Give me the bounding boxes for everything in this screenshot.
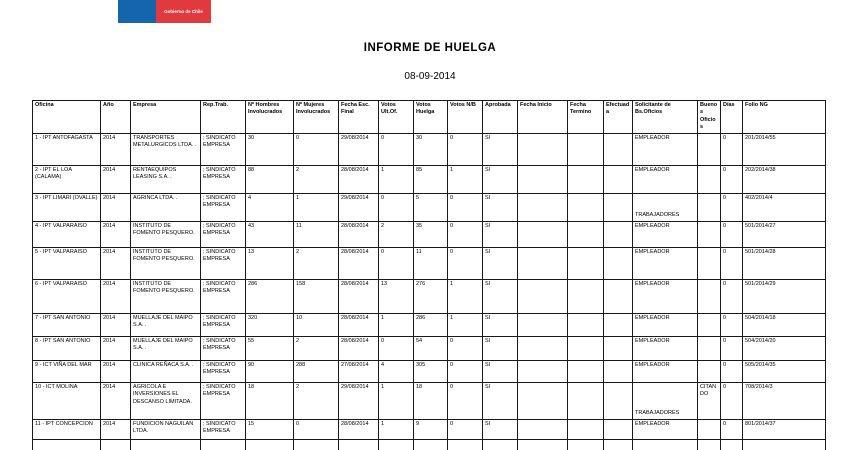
cell-efectuada xyxy=(604,279,633,313)
cell-votos_huelga xyxy=(414,439,448,450)
cell-buenos_oficios xyxy=(698,336,721,360)
cell-votos_nb: 1 xyxy=(448,279,483,313)
cell-votos_huelga: 30 xyxy=(414,133,448,165)
cell-fecha_esc_final: 28/08/2014 xyxy=(339,419,379,439)
cell-folio_ng: 202/2014/38 xyxy=(743,165,826,193)
cell-votos_ult_of: 1 xyxy=(379,313,414,336)
cell-folio_ng: 708/2014/3 xyxy=(743,382,826,419)
cell-mujeres: 0 xyxy=(294,133,339,165)
cell-efectuada xyxy=(604,313,633,336)
cell-votos_ult_of: 1 xyxy=(379,419,414,439)
cell-dias: 0 xyxy=(721,165,743,193)
cell-ano: 2014 xyxy=(101,247,131,279)
cell-ano xyxy=(101,439,131,450)
cell-efectuada xyxy=(604,419,633,439)
col-header-folio_ng: Folio NG xyxy=(743,101,826,134)
cell-folio_ng: 501/2014/28 xyxy=(743,247,826,279)
cell-fecha_termino xyxy=(568,133,604,165)
cell-fecha_esc_final: 28/08/2014 xyxy=(339,165,379,193)
cell-solicitante: EMPLEADOR xyxy=(633,279,698,313)
cell-votos_ult_of xyxy=(379,439,414,450)
cell-fecha_termino xyxy=(568,382,604,419)
cell-fecha_termino xyxy=(568,439,604,450)
col-header-fecha_esc_final: Fecha Esc. Final xyxy=(339,101,379,134)
cell-solicitante xyxy=(633,439,698,450)
cell-votos_nb xyxy=(448,439,483,450)
col-header-oficina: Oficina xyxy=(33,101,101,134)
table-row xyxy=(33,279,826,313)
cell-solicitante: EMPLEADOR xyxy=(633,360,698,382)
cell-fecha_inicio xyxy=(518,313,568,336)
cell-solicitante: EMPLEADOR xyxy=(633,419,698,439)
cell-dias: 0 xyxy=(721,382,743,419)
cell-buenos_oficios xyxy=(698,439,721,450)
cell-fecha_esc_final: 28/08/2014 xyxy=(339,247,379,279)
cell-ano: 2014 xyxy=(101,336,131,360)
cell-votos_nb: 0 xyxy=(448,221,483,247)
cell-fecha_esc_final: 29/08/2014 xyxy=(339,382,379,419)
cell-aprobada: SI xyxy=(483,360,518,382)
cell-aprobada: SI xyxy=(483,165,518,193)
cell-hombres: 43 xyxy=(246,221,294,247)
cell-rep_trab xyxy=(201,439,246,450)
cell-empresa: RENTAEQUIPOS LEASING S.A. . xyxy=(131,165,201,193)
cell-oficina: 10 - ICT MOLINA xyxy=(33,382,101,419)
cell-fecha_termino xyxy=(568,360,604,382)
cell-efectuada xyxy=(604,193,633,221)
cell-mujeres: 2 xyxy=(294,165,339,193)
table-row xyxy=(33,221,826,247)
cell-votos_ult_of: 0 xyxy=(379,247,414,279)
table-row xyxy=(33,313,826,336)
cell-aprobada: SI xyxy=(483,221,518,247)
cell-fecha_termino xyxy=(568,313,604,336)
cell-ano: 2014 xyxy=(101,221,131,247)
cell-votos_nb: 1 xyxy=(448,313,483,336)
cell-empresa: FUNDICION NAGUILAN LTDA. xyxy=(131,419,201,439)
cell-fecha_inicio xyxy=(518,193,568,221)
cell-hombres: 90 xyxy=(246,360,294,382)
cell-votos_nb: 1 xyxy=(448,165,483,193)
cell-fecha_inicio xyxy=(518,279,568,313)
cell-buenos_oficios xyxy=(698,165,721,193)
cell-efectuada xyxy=(604,336,633,360)
cell-fecha_esc_final: 29/08/2014 xyxy=(339,193,379,221)
cell-votos_ult_of: 2 xyxy=(379,221,414,247)
cell-empresa: MUELLAJE DEL MAIPO S.A. . xyxy=(131,336,201,360)
cell-aprobada: SI xyxy=(483,133,518,165)
cell-fecha_esc_final xyxy=(339,439,379,450)
cell-votos_nb: 0 xyxy=(448,247,483,279)
cell-fecha_esc_final: 29/08/2014 xyxy=(339,133,379,165)
cell-buenos_oficios xyxy=(698,133,721,165)
col-header-empresa: Empresa xyxy=(131,101,201,134)
cell-dias: 0 xyxy=(721,336,743,360)
cell-buenos_oficios xyxy=(698,193,721,221)
cell-dias xyxy=(721,439,743,450)
table-row xyxy=(33,336,826,360)
cell-fecha_inicio xyxy=(518,247,568,279)
cell-votos_ult_of: 0 xyxy=(379,336,414,360)
cell-aprobada: SI xyxy=(483,313,518,336)
cell-folio_ng: 504/2014/20 xyxy=(743,336,826,360)
cell-solicitante: EMPLEADOR xyxy=(633,313,698,336)
cell-aprobada: SI xyxy=(483,279,518,313)
col-header-votos_ult_of: Votos Ult.Of. xyxy=(379,101,414,134)
cell-aprobada: SI xyxy=(483,336,518,360)
cell-rep_trab: ; SINDICATO EMPRESA xyxy=(201,133,246,165)
cell-aprobada: SI xyxy=(483,247,518,279)
cell-efectuada xyxy=(604,439,633,450)
cell-fecha_inicio xyxy=(518,439,568,450)
cell-mujeres: 2 xyxy=(294,247,339,279)
cell-oficina: 7 - IPT SAN ANTONIO xyxy=(33,313,101,336)
cell-votos_ult_of: 0 xyxy=(379,193,414,221)
table-row xyxy=(33,439,826,450)
cell-solicitante: EMPLEADOR xyxy=(633,165,698,193)
cell-rep_trab: ; SINDICATO EMPRESA xyxy=(201,382,246,419)
cell-rep_trab: ; SINDICATO EMPRESA xyxy=(201,221,246,247)
cell-votos_huelga: 286 xyxy=(414,313,448,336)
cell-votos_ult_of: 1 xyxy=(379,382,414,419)
table-row xyxy=(33,360,826,382)
cell-empresa: INSTITUTO DE FOMENTO PESQUERO. xyxy=(131,279,201,313)
cell-folio_ng: 501/2014/27 xyxy=(743,221,826,247)
cell-empresa: INSTITUTO DE FOMENTO PESQUERO. xyxy=(131,221,201,247)
cell-fecha_inicio xyxy=(518,221,568,247)
cell-dias: 0 xyxy=(721,360,743,382)
cell-votos_ult_of: 13 xyxy=(379,279,414,313)
cell-ano: 2014 xyxy=(101,360,131,382)
col-header-votos_nb: Votos N/B xyxy=(448,101,483,134)
cell-aprobada: SI xyxy=(483,193,518,221)
logo-text: Gobierno de Chile xyxy=(164,9,203,14)
table-row xyxy=(33,419,826,439)
cell-votos_nb: 0 xyxy=(448,193,483,221)
cell-dias: 0 xyxy=(721,279,743,313)
cell-solicitante: TRABAJADORES xyxy=(633,193,698,221)
logo-blue-block xyxy=(118,0,156,23)
cell-hombres xyxy=(246,439,294,450)
cell-votos_huelga: 276 xyxy=(414,279,448,313)
cell-rep_trab: ; SINDICATO EMPRESA xyxy=(201,360,246,382)
cell-fecha_termino xyxy=(568,165,604,193)
cell-folio_ng: 501/2014/29 xyxy=(743,279,826,313)
col-header-solicitante: Solicitante de Bs.Oficios xyxy=(633,101,698,134)
cell-buenos_oficios xyxy=(698,247,721,279)
cell-mujeres xyxy=(294,439,339,450)
cell-empresa xyxy=(131,439,201,450)
header-row xyxy=(33,101,826,134)
cell-oficina: 5 - IPT VALPARAISO xyxy=(33,247,101,279)
cell-fecha_esc_final: 28/08/2014 xyxy=(339,313,379,336)
report-date: 08-09-2014 xyxy=(404,71,456,82)
cell-fecha_termino xyxy=(568,193,604,221)
cell-solicitante: EMPLEADOR xyxy=(633,133,698,165)
logo-red-block xyxy=(156,0,211,23)
cell-votos_nb: 0 xyxy=(448,133,483,165)
cell-hombres: 18 xyxy=(246,382,294,419)
cell-hombres: 15 xyxy=(246,419,294,439)
cell-fecha_esc_final: 28/08/2014 xyxy=(339,221,379,247)
cell-rep_trab: ; SINDICATO EMPRESA xyxy=(201,247,246,279)
cell-votos_nb: 0 xyxy=(448,360,483,382)
cell-hombres: 30 xyxy=(246,133,294,165)
cell-buenos_oficios xyxy=(698,360,721,382)
cell-efectuada xyxy=(604,133,633,165)
table-head xyxy=(33,101,826,134)
cell-dias: 0 xyxy=(721,313,743,336)
cell-mujeres: 11 xyxy=(294,221,339,247)
cell-ano: 2014 xyxy=(101,313,131,336)
col-header-rep_trab: Rep.Trab. xyxy=(201,101,246,134)
cell-buenos_oficios xyxy=(698,279,721,313)
cell-solicitante: EMPLEADOR xyxy=(633,247,698,279)
cell-oficina: 3 - IPT LIMARI (OVALLE) xyxy=(33,193,101,221)
cell-efectuada xyxy=(604,382,633,419)
cell-votos_ult_of: 1 xyxy=(379,165,414,193)
cell-oficina xyxy=(33,439,101,450)
cell-mujeres: 2 xyxy=(294,336,339,360)
cell-fecha_inicio xyxy=(518,360,568,382)
cell-mujeres: 2 xyxy=(294,382,339,419)
cell-oficina: 6 - IPT VALPARAISO xyxy=(33,279,101,313)
cell-hombres: 55 xyxy=(246,336,294,360)
cell-oficina: 9 - ICT VIÑA DEL MAR xyxy=(33,360,101,382)
cell-rep_trab: ; SINDICATO EMPRESA xyxy=(201,279,246,313)
cell-hombres: 4 xyxy=(246,193,294,221)
cell-buenos_oficios xyxy=(698,419,721,439)
cell-efectuada xyxy=(604,221,633,247)
cell-ano: 2014 xyxy=(101,279,131,313)
table-row xyxy=(33,247,826,279)
table-row xyxy=(33,133,826,165)
cell-mujeres: 288 xyxy=(294,360,339,382)
cell-votos_huelga: 54 xyxy=(414,336,448,360)
cell-oficina: 4 - IPT VALPARAISO xyxy=(33,221,101,247)
cell-ano: 2014 xyxy=(101,165,131,193)
cell-solicitante: EMPLEADOR xyxy=(633,336,698,360)
cell-fecha_inicio xyxy=(518,336,568,360)
cell-dias: 0 xyxy=(721,419,743,439)
cell-rep_trab: ; SINDICATO EMPRESA xyxy=(201,313,246,336)
cell-empresa: AGRICOLA E INVERSIONES EL DESCANSO LIMITADA. xyxy=(131,382,201,419)
cell-buenos_oficios xyxy=(698,313,721,336)
cell-fecha_inicio xyxy=(518,419,568,439)
cell-empresa: CLINICA REÑACA S.A. . xyxy=(131,360,201,382)
cell-fecha_termino xyxy=(568,221,604,247)
col-header-buenos_oficios: Buenos Oficios xyxy=(698,101,721,134)
cell-hombres: 320 xyxy=(246,313,294,336)
cell-fecha_inicio xyxy=(518,382,568,419)
cell-fecha_termino xyxy=(568,247,604,279)
col-header-fecha_inicio: Fecha Inicio xyxy=(518,101,568,134)
col-header-fecha_termino: Fecha Termino xyxy=(568,101,604,134)
cell-dias: 0 xyxy=(721,221,743,247)
cell-hombres: 88 xyxy=(246,165,294,193)
cell-empresa: TRANSPORTES METALURGICOS LTDA. . xyxy=(131,133,201,165)
cell-votos_nb: 0 xyxy=(448,336,483,360)
cell-folio_ng: 801/2014/37 xyxy=(743,419,826,439)
page-title: INFORME DE HUELGA xyxy=(363,42,497,54)
cell-folio_ng xyxy=(743,439,826,450)
cell-votos_huelga: 9 xyxy=(414,419,448,439)
table-row xyxy=(33,193,826,221)
col-header-hombres: Nº Hombres Involucrados xyxy=(246,101,294,134)
cell-dias: 0 xyxy=(721,193,743,221)
cell-solicitante: EMPLEADOR xyxy=(633,221,698,247)
cell-votos_huelga: 18 xyxy=(414,382,448,419)
col-header-mujeres: Nº Mujeres Involucrados xyxy=(294,101,339,134)
cell-votos_huelga: 35 xyxy=(414,221,448,247)
cell-folio_ng: 402/2014/4 xyxy=(743,193,826,221)
cell-fecha_termino xyxy=(568,419,604,439)
col-header-votos_huelga: Votos Huelga xyxy=(414,101,448,134)
cell-fecha_inicio xyxy=(518,165,568,193)
cell-buenos_oficios: CITANDO xyxy=(698,382,721,419)
cell-buenos_oficios xyxy=(698,221,721,247)
cell-mujeres: 1 xyxy=(294,193,339,221)
col-header-efectuada: Efectuada xyxy=(604,101,633,134)
cell-ano: 2014 xyxy=(101,133,131,165)
huelga-table xyxy=(32,100,826,450)
table-row xyxy=(33,165,826,193)
cell-efectuada xyxy=(604,360,633,382)
cell-votos_nb: 0 xyxy=(448,382,483,419)
cell-votos_huelga: 85 xyxy=(414,165,448,193)
cell-mujeres: 10 xyxy=(294,313,339,336)
cell-rep_trab: ; SINDICATO EMPRESA xyxy=(201,193,246,221)
cell-dias: 0 xyxy=(721,133,743,165)
cell-empresa: MUELLAJE DEL MAIPO S.A. . xyxy=(131,313,201,336)
col-header-aprobada: Aprobada xyxy=(483,101,518,134)
cell-hombres: 286 xyxy=(246,279,294,313)
cell-efectuada xyxy=(604,247,633,279)
col-header-dias: Días xyxy=(721,101,743,134)
cell-fecha_termino xyxy=(568,336,604,360)
cell-rep_trab: ; SINDICATO EMPRESA xyxy=(201,419,246,439)
cell-fecha_esc_final: 28/08/2014 xyxy=(339,279,379,313)
cell-oficina: 1 - IPT ANTOFAGASTA xyxy=(33,133,101,165)
cell-dias: 0 xyxy=(721,247,743,279)
cell-oficina: 11 - IPT CONCEPCION xyxy=(33,419,101,439)
cell-votos_huelga: 305 xyxy=(414,360,448,382)
cell-rep_trab: ; SINDICATO EMPRESA xyxy=(201,336,246,360)
table-body xyxy=(33,133,826,450)
cell-votos_huelga: 5 xyxy=(414,193,448,221)
cell-votos_nb: 0 xyxy=(448,419,483,439)
cell-fecha_inicio xyxy=(518,133,568,165)
cell-ano: 2014 xyxy=(101,419,131,439)
cell-rep_trab: ; SINDICATO EMPRESA xyxy=(201,165,246,193)
cell-hombres: 13 xyxy=(246,247,294,279)
cell-fecha_esc_final: 27/08/2014 xyxy=(339,360,379,382)
cell-folio_ng: 505/2014/35 xyxy=(743,360,826,382)
cell-mujeres: 158 xyxy=(294,279,339,313)
cell-aprobada: SI xyxy=(483,382,518,419)
cell-fecha_termino xyxy=(568,279,604,313)
cell-empresa: INSTITUTO DE FOMENTO PESQUERO. xyxy=(131,247,201,279)
cell-empresa: AGRINCA LTDA. . xyxy=(131,193,201,221)
cell-aprobada: SI xyxy=(483,419,518,439)
col-header-ano: Año xyxy=(101,101,131,134)
cell-oficina: 8 - IPT SAN ANTONIO xyxy=(33,336,101,360)
cell-votos_huelga: 11 xyxy=(414,247,448,279)
cell-oficina: 2 - IPT EL LOA (CALAMA) xyxy=(33,165,101,193)
cell-votos_ult_of: 0 xyxy=(379,133,414,165)
cell-solicitante: TRABAJADORES xyxy=(633,382,698,419)
cell-folio_ng: 201/2014/55 xyxy=(743,133,826,165)
cell-aprobada xyxy=(483,439,518,450)
cell-mujeres: 0 xyxy=(294,419,339,439)
cell-ano: 2014 xyxy=(101,193,131,221)
cell-fecha_esc_final: 28/08/2014 xyxy=(339,336,379,360)
cell-folio_ng: 504/2014/18 xyxy=(743,313,826,336)
cell-ano: 2014 xyxy=(101,382,131,419)
gobierno-de-chile-logo xyxy=(118,0,211,23)
table-row xyxy=(33,382,826,419)
cell-votos_ult_of: 4 xyxy=(379,360,414,382)
cell-efectuada xyxy=(604,165,633,193)
